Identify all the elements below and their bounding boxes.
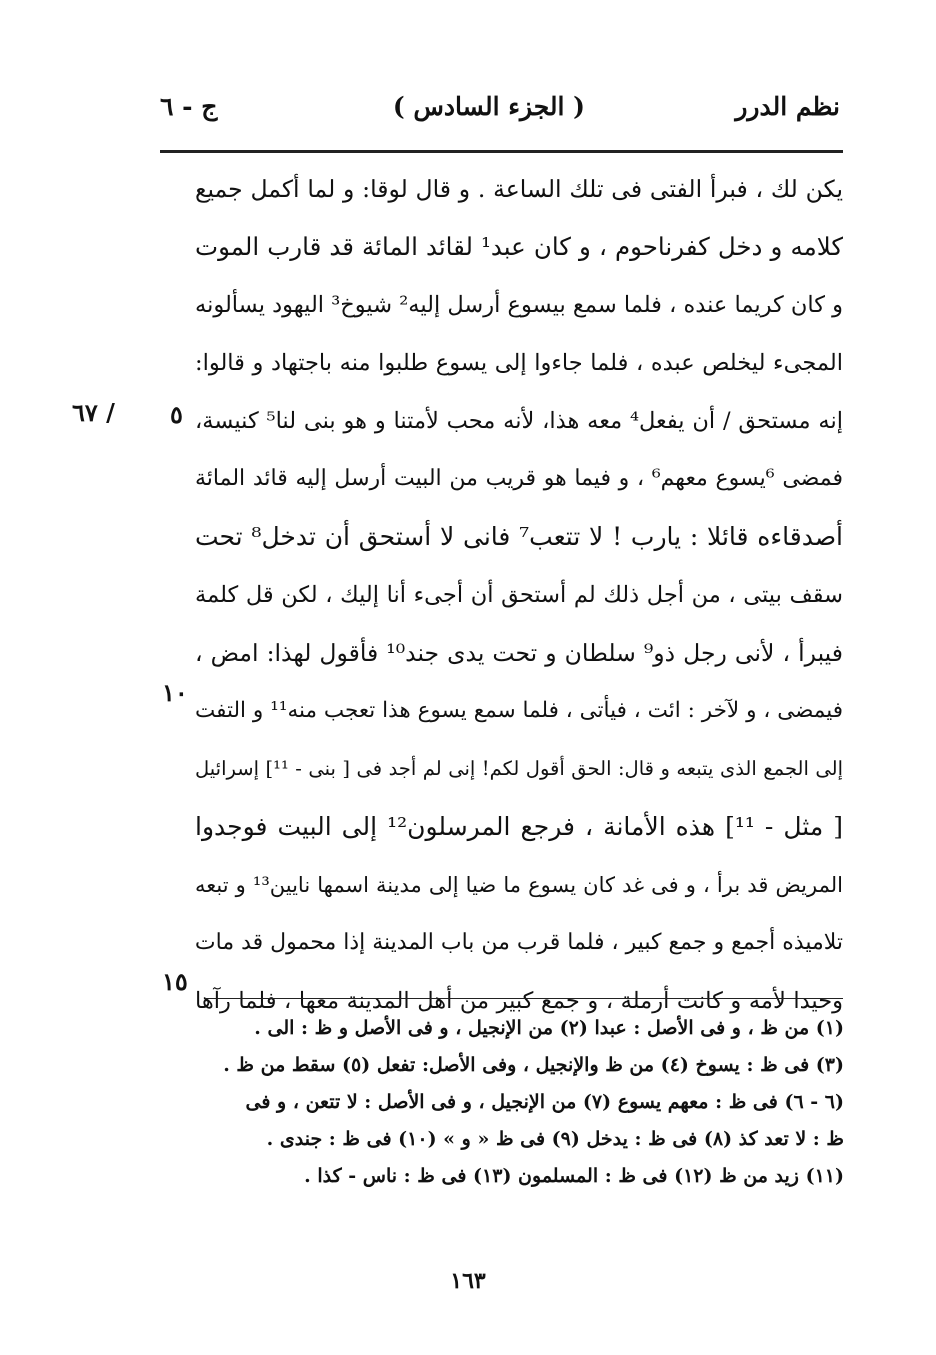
text-line: تلاميذه أجمع و جمع كبير ، فلما قرب من باب المدينة إذا محمول قد مات (195, 930, 843, 955)
footnote-line: (١١) زيد من ظ (١٢) فى ظ : المسلمون (١٣) فى ظ : ناس - كذا . (304, 1165, 844, 1187)
running-header (160, 92, 840, 132)
text-line: [ مثل - ¹¹] هذه الأمانة ، فرجع المرسلون¹² إلى البيت فوجدوا (195, 812, 843, 841)
text-line: يكن لك ، فبرأ الفتى فى تلك الساعة . و قال لوقا: و لما أكمل جميع (195, 175, 843, 203)
text-line: إنه مستحق / أن يفعل⁴ معه هذا، لأنه محب لأمتنا و هو بنى لنا⁵ كنيسة، (195, 408, 843, 434)
text-line: فيبرأ ، لأنى رجل ذو⁹ سلطان و تحت يدى جند¹⁰ فأقول لهذا: امض ، (195, 639, 843, 667)
line-number-15: ١٥ (162, 967, 188, 996)
footnote-line: (١) من ظ ، و فى الأصل : عبدا (٢) من الإنجيل ، و فى الأصل و ظ : الى . (254, 1017, 844, 1039)
header-rule (160, 150, 843, 153)
text-line: المجىء ليخلص عبده ، فلما جاءوا إلى يسوع طلبوا منه باجتهاد و قالوا: (195, 350, 843, 376)
text-line: فمضى ⁶يسوع معهم⁶ ، و فيما هو قريب من البيت أرسل إليه قائد المائة (195, 466, 843, 491)
part-label: ( الجزء السادس ) (392, 92, 585, 121)
line-number-10: ١٠ (162, 678, 188, 707)
footnotes (190, 1010, 844, 1195)
text-line: فيمضى ، و لآخر : ائت ، فيأتى ، فلما سمع يسوع هذا تعجب منه¹¹ و التفت (195, 698, 843, 723)
footnote-line: (٦ - ٦) فى ظ : معهم يسوع (٧) من الإنجيل ، و فى الأصل : لا تتعن ، و فى (245, 1091, 844, 1113)
text-line: سقف بيتى ، من أجل ذلك لم أستحق أن أجىء أنا إليك ، لكن قل كلمة (195, 582, 843, 608)
footnote-line: ظ : لا تعد كذ (٨) فى ظ : يدخل (٩) فى ظ « و » (١٠) فى ظ : جندى . (266, 1128, 844, 1150)
text-line: و كان كريما عنده ، فلما سمع بيسوع أرسل إليه² شيوخ³ اليهود يسألونه (195, 292, 843, 318)
text-line: إلى الجمع الذى يتبعه و قال: الحق أقول لكم! إنى لم أجد فى [ بنى - ¹¹] إسرائيل (195, 757, 843, 780)
volume-label: ج - ٦ (160, 92, 218, 121)
folio-marker: / ٦٧ (72, 398, 115, 427)
line-number-5: ٥ (170, 400, 183, 429)
footnote-line: (٣) فى ظ : يسوخ (٤) من ظ والإنجيل ، وفى الأصل: تفعل (٥) سقط من ظ . (223, 1054, 844, 1076)
book-title: نظم الدرر (735, 92, 840, 121)
text-line: كلامه و دخل كفرناحوم ، و كان عبد¹ لقائد المائة قد قارب الموت (195, 232, 843, 261)
footnote-rule (205, 998, 843, 999)
text-line: وحيدا لأمه و كانت أرملة ، و جمع كبير من أهل المدينة معها ، فلما رآها (195, 988, 843, 1014)
text-line: المريض قد برأ ، و فى غد كان يسوع ما ضيا إلى مدينة اسمها نايين¹³ و تبعه (195, 873, 843, 897)
text-line: أصدقاءه قائلا : يارب ! لا تتعب⁷ فانى لا أستحق أن تدخل⁸ تحت (195, 522, 843, 551)
page-number: ١٦٣ (450, 1268, 486, 1294)
main-text (195, 160, 843, 1030)
